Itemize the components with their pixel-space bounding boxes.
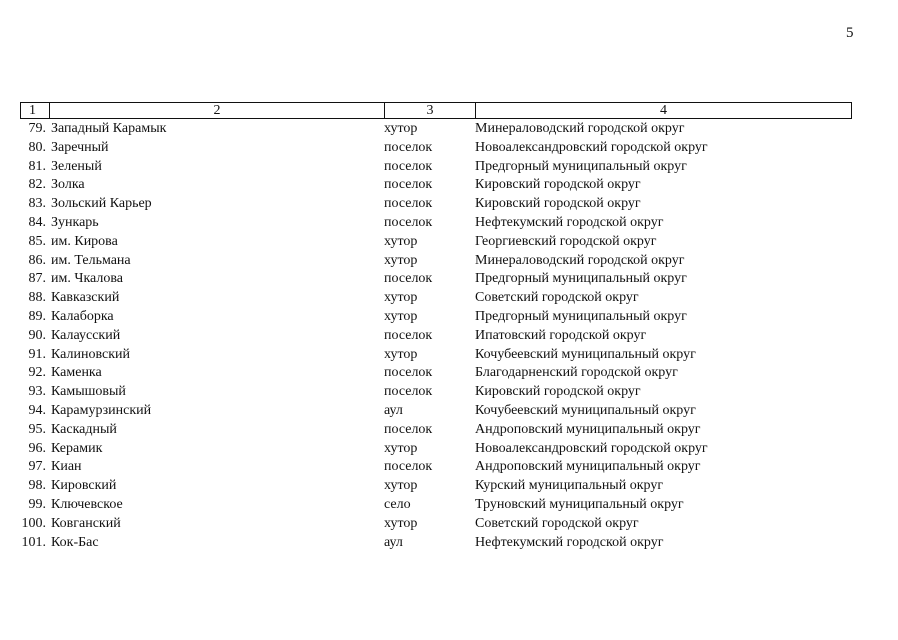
settlement-type: аул: [384, 534, 403, 550]
row-number: 85.: [28, 233, 46, 249]
table-row: [0, 120, 898, 139]
settlement-district: Кировский городской округ: [475, 177, 641, 193]
table-row: [0, 346, 898, 365]
settlement-type: поселок: [384, 139, 433, 155]
table-row: [0, 139, 898, 158]
settlement-district: Предгорный муниципальный округ: [475, 158, 687, 174]
settlement-district: Андроповский муниципальный округ: [475, 421, 701, 437]
table-row: [0, 195, 898, 214]
table-row: [0, 440, 898, 459]
table-row: [0, 477, 898, 496]
table-row: [0, 402, 898, 421]
row-number: 86.: [28, 252, 46, 268]
row-number: 89.: [28, 308, 46, 324]
settlement-name: Ключевское: [51, 496, 123, 512]
settlement-name: Калиновский: [51, 346, 130, 362]
row-number: 93.: [28, 384, 46, 400]
row-number: 80.: [28, 139, 46, 155]
table-row: [0, 383, 898, 402]
table-row: [0, 364, 898, 383]
row-number: 90.: [28, 327, 46, 343]
settlement-type: хутор: [384, 121, 418, 136]
table-row: [0, 289, 898, 308]
table-row: [0, 458, 898, 477]
settlement-name: Зункарь: [51, 214, 99, 230]
row-number: 95.: [28, 421, 46, 437]
settlement-district: Кировский городской округ: [475, 384, 641, 400]
table-row: [0, 270, 898, 289]
settlement-district: Советский городской округ: [475, 290, 639, 306]
settlement-type: хутор: [384, 290, 418, 306]
settlement-type: поселок: [384, 158, 433, 174]
settlement-name: Зольский Карьер: [51, 196, 152, 212]
column-header-2: 2: [49, 103, 384, 118]
table-row: [0, 534, 898, 553]
settlement-district: Труновский муниципальный округ: [475, 496, 684, 512]
row-number: 91.: [28, 346, 46, 362]
row-number: 101.: [21, 534, 46, 550]
settlement-type: поселок: [384, 459, 433, 475]
settlement-type: поселок: [384, 421, 433, 437]
settlement-district: Курский муниципальный округ: [475, 478, 664, 494]
table-body: [0, 120, 898, 552]
row-number: 81.: [28, 158, 46, 174]
column-header-1: 1: [29, 103, 36, 118]
page-number: 5: [846, 25, 854, 41]
row-number: 83.: [28, 196, 46, 212]
settlement-district: Ипатовский городской округ: [475, 327, 647, 343]
settlement-type: поселок: [384, 365, 433, 381]
settlement-name: Карамурзинский: [51, 402, 152, 418]
settlement-district: Новоалександровский городской округ: [475, 440, 708, 456]
settlement-district: Благодарненский городской округ: [475, 365, 678, 381]
settlement-name: Камышовый: [51, 384, 126, 400]
settlement-name: Зеленый: [51, 158, 102, 174]
settlement-name: Золка: [51, 177, 85, 193]
table-row: [0, 233, 898, 252]
settlement-name: Каскадный: [51, 421, 117, 437]
table-row: [0, 158, 898, 177]
row-number: 96.: [28, 440, 46, 456]
settlement-type: хутор: [384, 440, 418, 456]
settlement-type: аул: [384, 402, 403, 418]
table-row: [0, 327, 898, 346]
settlement-type: поселок: [384, 177, 433, 193]
row-number: 88.: [28, 290, 46, 306]
row-number: 98.: [28, 478, 46, 494]
settlement-name: Каменка: [51, 365, 102, 381]
table-row: [0, 252, 898, 271]
settlement-name: им. Кирова: [51, 233, 118, 249]
table-row: [0, 496, 898, 515]
settlement-name: Кировский: [51, 478, 117, 494]
settlement-district: Андроповский муниципальный округ: [475, 459, 701, 475]
settlement-type: поселок: [384, 327, 433, 343]
table-row: [0, 421, 898, 440]
settlement-type: поселок: [384, 214, 433, 230]
settlement-name: Ковганский: [51, 515, 121, 531]
row-number: 82.: [28, 177, 46, 193]
settlement-type: хутор: [384, 252, 418, 268]
settlement-name: Кавказский: [51, 290, 120, 306]
settlement-name: Заречный: [51, 139, 109, 155]
table-row: [0, 176, 898, 195]
row-number: 99.: [28, 496, 46, 512]
settlement-district: Кочубеевский муниципальный округ: [475, 402, 696, 418]
settlement-type: поселок: [384, 271, 433, 287]
settlement-name: Киан: [51, 459, 82, 475]
settlement-type: хутор: [384, 233, 418, 249]
column-header-3: 3: [384, 103, 475, 118]
settlement-district: Нефтекумский городской округ: [475, 214, 664, 230]
settlement-type: поселок: [384, 196, 433, 212]
settlement-type: хутор: [384, 308, 418, 324]
table-row: [0, 515, 898, 534]
settlement-name: Западный Карамык: [51, 121, 167, 136]
settlement-district: Нефтекумский городской округ: [475, 534, 664, 550]
settlement-district: Минераловодский городской округ: [475, 252, 685, 268]
settlement-name: им. Тельмана: [51, 252, 131, 268]
settlement-district: Минераловодский городской округ: [475, 121, 685, 136]
settlement-district: Георгиевский городской округ: [475, 233, 657, 249]
settlement-type: хутор: [384, 346, 418, 362]
row-number: 84.: [28, 214, 46, 230]
settlement-district: Советский городской округ: [475, 515, 639, 531]
table-row: [0, 214, 898, 233]
settlement-district: Предгорный муниципальный округ: [475, 271, 687, 287]
settlement-district: Кировский городской округ: [475, 196, 641, 212]
column-header-4: 4: [475, 103, 851, 118]
row-number: 92.: [28, 365, 46, 381]
settlement-district: Кочубеевский муниципальный округ: [475, 346, 696, 362]
settlement-name: им. Чкалова: [51, 271, 124, 287]
settlement-district: Новоалександровский городской округ: [475, 139, 708, 155]
row-number: 97.: [28, 459, 46, 475]
table-header-row: [20, 102, 852, 119]
settlement-name: Керамик: [51, 440, 103, 456]
settlement-type: хутор: [384, 478, 418, 494]
settlement-type: поселок: [384, 384, 433, 400]
settlement-name: Кок-Бас: [51, 534, 99, 550]
row-number: 87.: [28, 271, 46, 287]
settlement-type: хутор: [384, 515, 418, 531]
settlement-district: Предгорный муниципальный округ: [475, 308, 687, 324]
table-row: [0, 308, 898, 327]
settlement-type: село: [384, 496, 411, 512]
settlement-name: Калаусский: [51, 327, 121, 343]
row-number: 100.: [21, 515, 46, 531]
row-number: 94.: [28, 402, 46, 418]
row-number: 79.: [28, 121, 46, 136]
settlement-name: Калаборка: [51, 308, 114, 324]
